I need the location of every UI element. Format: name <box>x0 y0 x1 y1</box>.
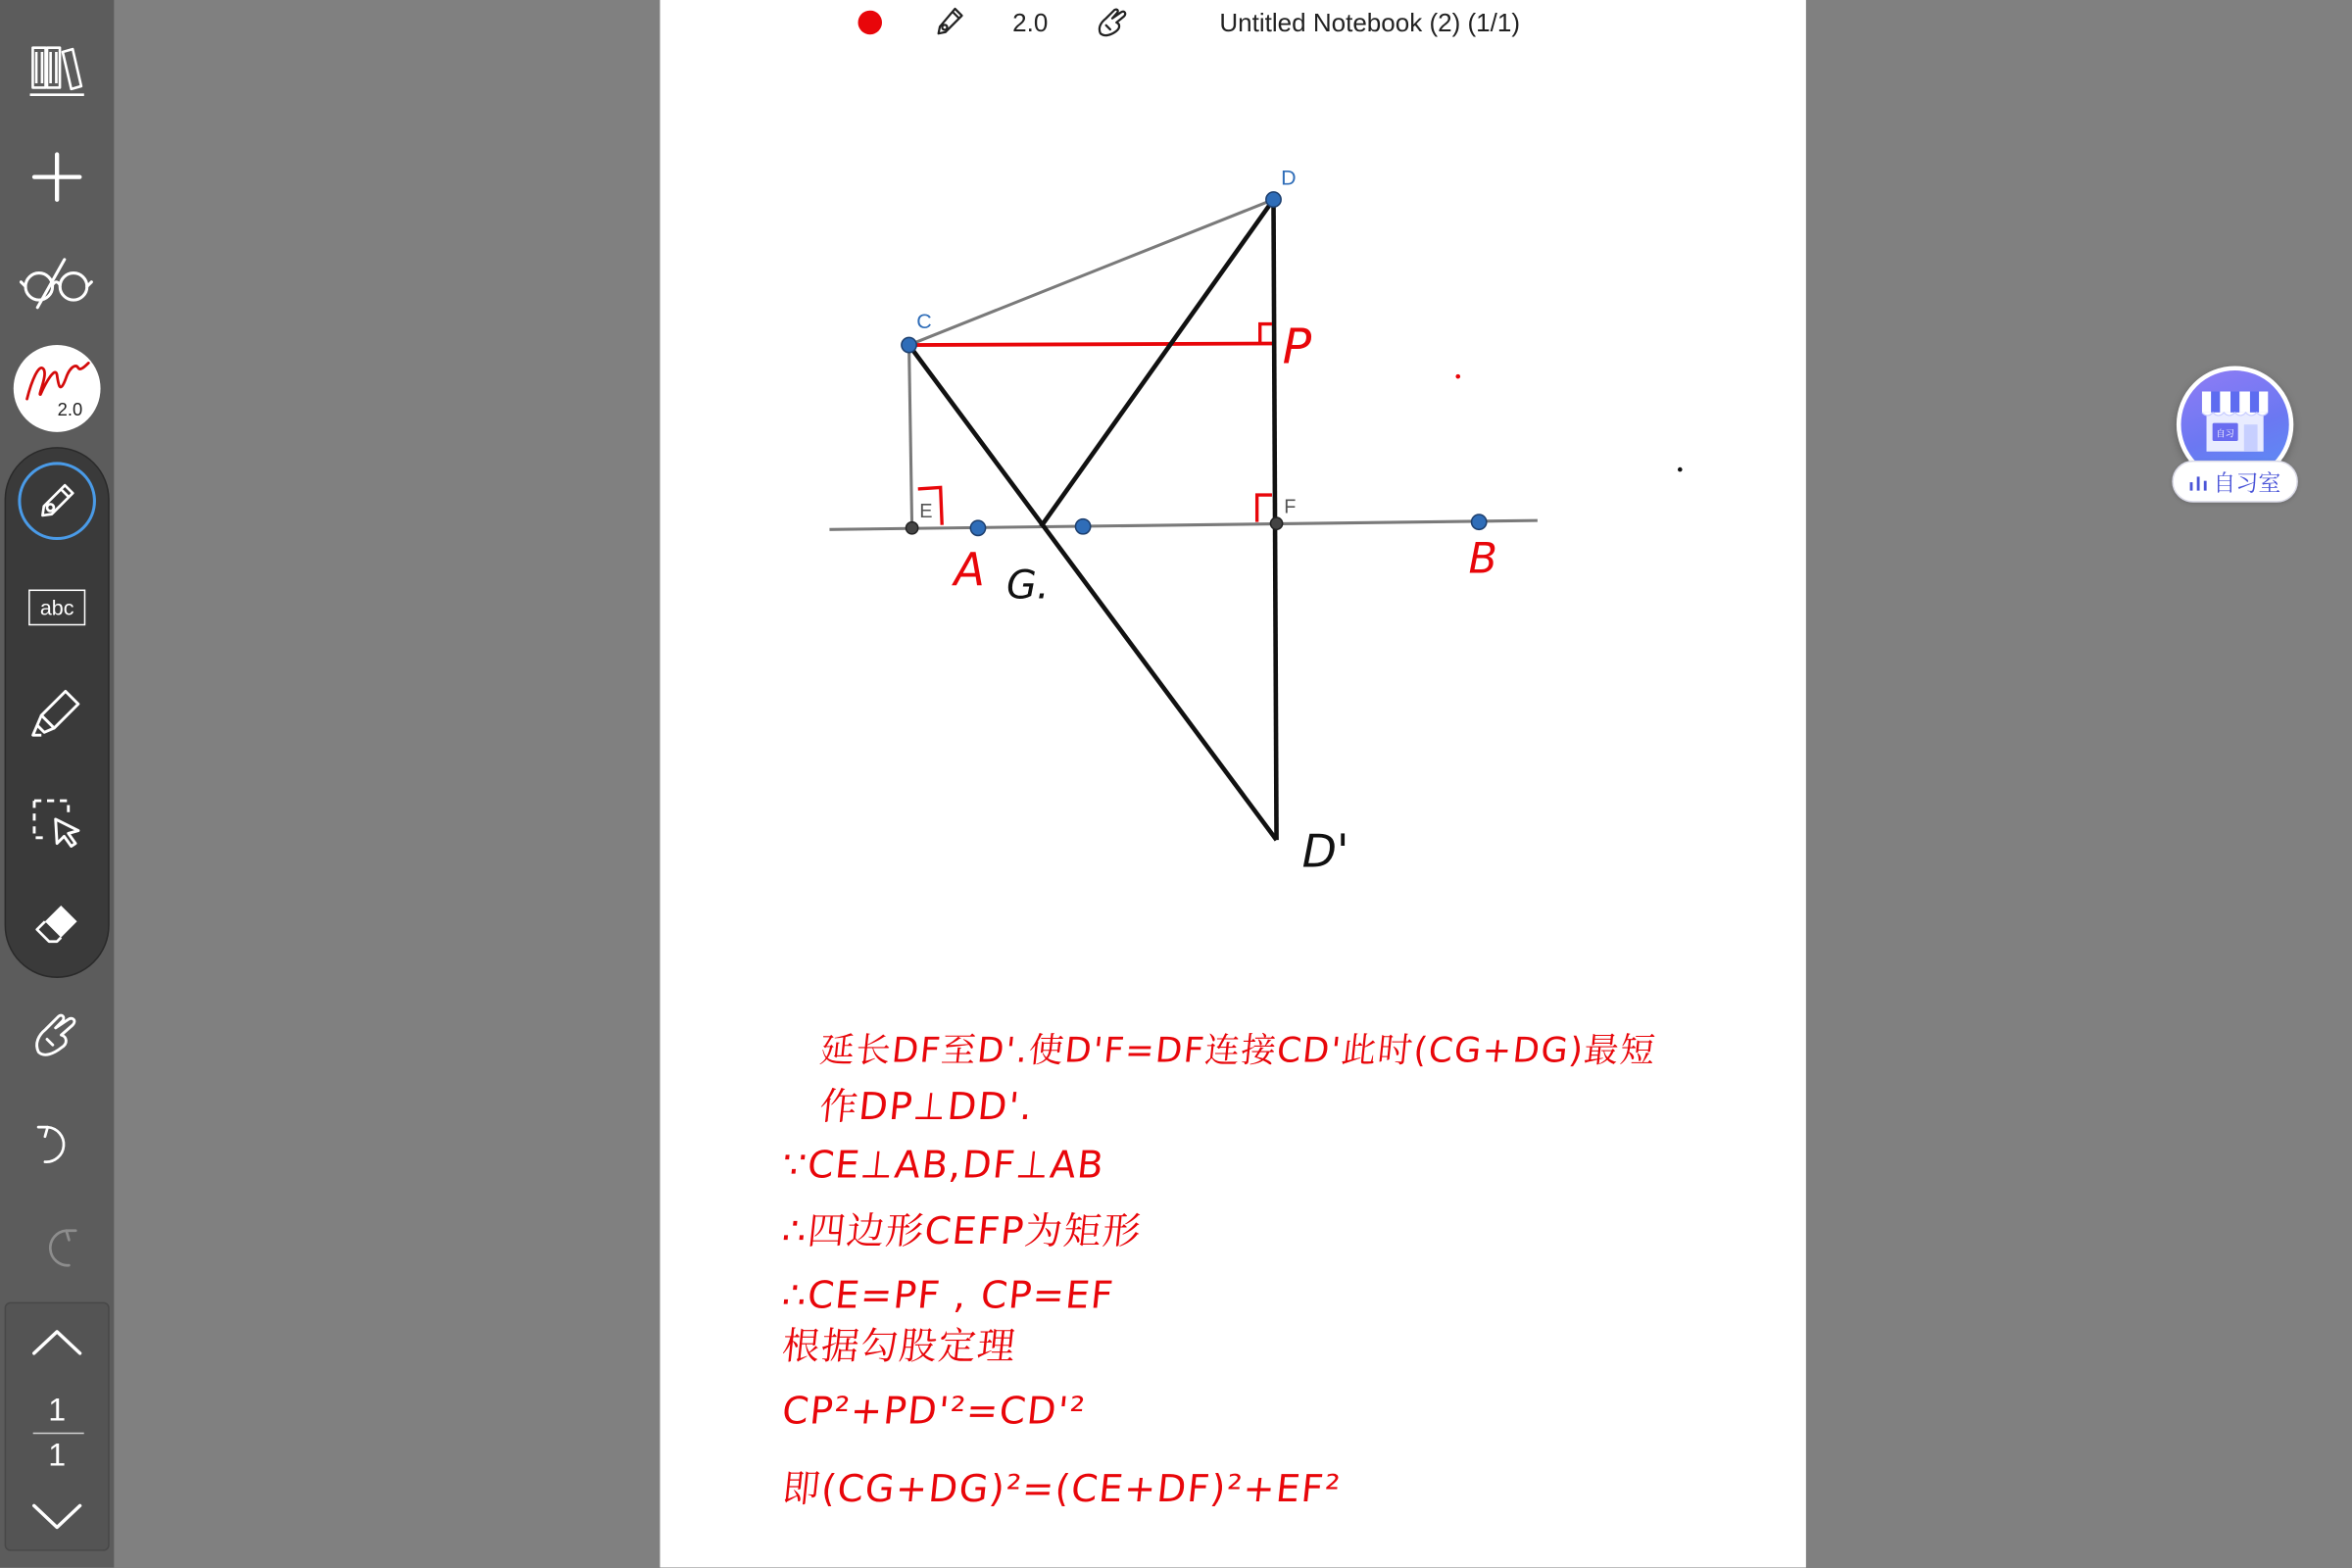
notebook-title: Untitled Notebook (2) (1/1) <box>1219 9 1521 38</box>
note-line-7: CP²+PD'²=CD'² <box>780 1389 1089 1433</box>
stray-ink-dot-red <box>1455 374 1460 379</box>
previous-page-button[interactable] <box>12 1309 102 1375</box>
undo-icon <box>33 1120 81 1168</box>
note-line-4: ∴四边形CEFP为矩形 <box>780 1208 1145 1253</box>
page-number-divider <box>33 1433 84 1435</box>
label-f: F <box>1284 496 1297 518</box>
point-f <box>1270 517 1282 529</box>
selected-tool-ring <box>18 462 96 540</box>
right-angle-mark-f <box>1257 495 1272 522</box>
pen-icon <box>36 480 78 522</box>
text-tool-button[interactable] <box>12 563 102 653</box>
point-e <box>906 522 917 534</box>
chevron-up-icon <box>30 1326 84 1359</box>
lasso-tool-button[interactable] <box>12 778 102 868</box>
label-d: D <box>1281 166 1297 190</box>
add-button[interactable] <box>12 132 102 222</box>
library-button[interactable] <box>12 25 102 116</box>
tool-group <box>5 447 110 978</box>
label-c: C <box>916 310 932 334</box>
text-box-icon: abc <box>28 590 85 626</box>
note-line-1: 延长DF至D'.使D'F=DF连接CD'此时(CG+DG)最短 <box>817 1032 1658 1071</box>
eraser-icon <box>33 902 81 950</box>
undo-button[interactable] <box>12 1100 102 1190</box>
segment-ce <box>909 345 912 528</box>
point-a <box>970 520 985 535</box>
pen-width-value[interactable]: 2.0 <box>1012 9 1049 38</box>
handwritten-label-g: G. <box>1006 563 1050 609</box>
redo-icon <box>33 1224 81 1272</box>
hand-icon <box>30 1008 84 1062</box>
pen-preset-button[interactable] <box>12 344 102 434</box>
note-line-5: ∴CE=PF , CP=EF <box>780 1273 1117 1317</box>
segment-dg <box>1041 200 1273 527</box>
highlighter-tool-button[interactable] <box>12 667 102 758</box>
handwritten-label-a: A <box>954 542 985 596</box>
label-e: E <box>919 501 933 523</box>
hand-tool-button[interactable] <box>12 990 102 1080</box>
pen-preset-swatch <box>14 345 101 432</box>
page-count: 1 <box>48 1438 67 1474</box>
note-line-8: 即(CG+DG)²=(CE+DF)²+EF² <box>780 1466 1344 1511</box>
next-page-button[interactable] <box>12 1484 102 1549</box>
handwritten-label-p: P <box>1282 318 1312 375</box>
study-room-sign-text: 自习 <box>2216 428 2234 440</box>
note-line-2: 作DP⊥DD'. <box>817 1084 1037 1129</box>
eraser-tool-button[interactable] <box>12 880 102 970</box>
study-room-label: 自习室 <box>2213 468 2281 496</box>
current-page-number: 1 <box>48 1393 67 1429</box>
note-line-6: 根据勾股定理 <box>780 1324 1019 1368</box>
plus-icon <box>31 152 82 203</box>
right-angle-mark-p <box>1260 324 1272 342</box>
segment-cd <box>909 200 1274 345</box>
redo-button[interactable] <box>12 1203 102 1294</box>
chevron-down-icon <box>30 1500 84 1534</box>
geometry-drawing <box>660 0 1805 930</box>
stray-ink-dot-black <box>1678 467 1683 472</box>
lasso-select-icon <box>30 797 84 851</box>
pen-preset-width: 2.0 <box>57 399 83 420</box>
handwritten-label-d-prime: D' <box>1301 824 1349 878</box>
glasses-icon <box>20 257 95 311</box>
library-icon <box>28 42 85 99</box>
highlighter-icon <box>31 687 82 738</box>
page-navigator <box>5 1302 110 1551</box>
notebook-page[interactable] <box>660 0 1805 1568</box>
signal-bars-icon <box>2189 471 2209 491</box>
line-ab <box>829 520 1537 529</box>
handwritten-label-b: B <box>1468 534 1497 584</box>
segment-cp <box>909 344 1274 346</box>
point-unlabeled <box>1075 519 1090 534</box>
pen-tool-button[interactable] <box>12 456 102 546</box>
study-room-label-pill[interactable] <box>2172 461 2298 503</box>
read-mode-button[interactable] <box>12 238 102 328</box>
note-line-3: ∵CE⊥AB,DF⊥AB <box>780 1143 1107 1187</box>
sidebar <box>0 0 114 1568</box>
point-c <box>902 337 916 352</box>
point-b <box>1472 514 1487 529</box>
point-d <box>1266 192 1281 207</box>
